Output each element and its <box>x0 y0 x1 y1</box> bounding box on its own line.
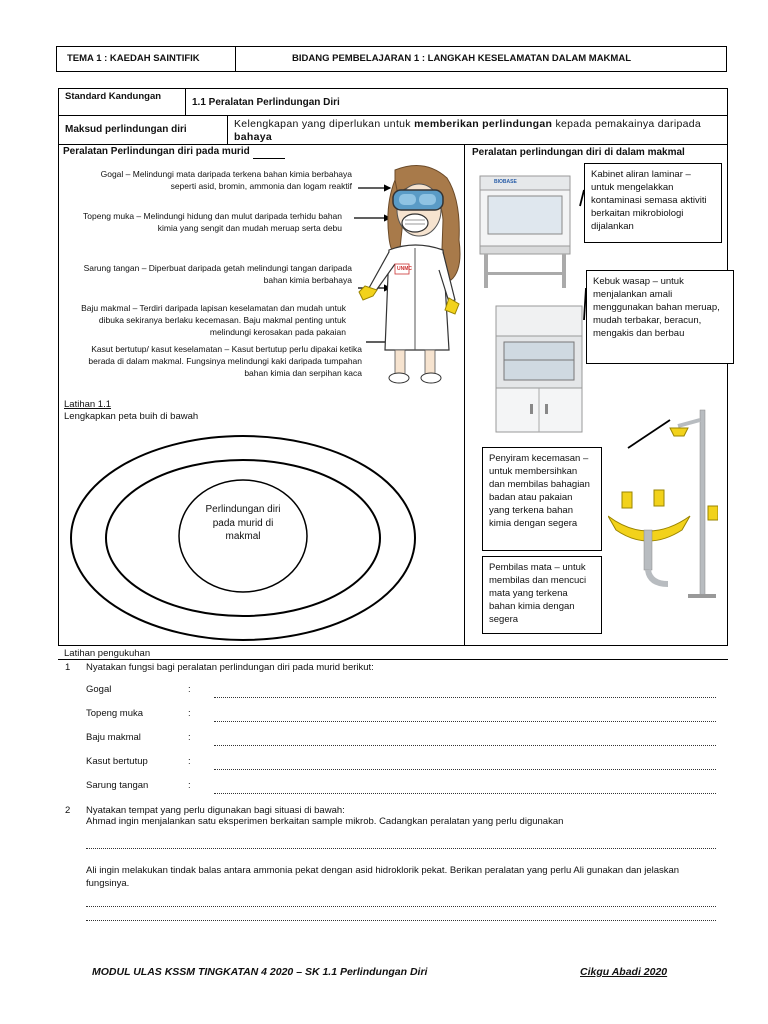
q1-number: 1 <box>65 662 71 673</box>
right-section-title: Peralatan perlindungan diri di dalam makmal <box>472 147 685 158</box>
underline-murid <box>253 158 285 159</box>
q2b-text: Ali ingin melakukan tindak balas antara ammonia pekat dengan asid hidroklorik pekat. Berikan peralatan yang perlu Ali gunakan dan jelaskan fungsinya. <box>86 865 680 889</box>
cabinet-brand: BIOBASE <box>494 179 517 185</box>
answer-line-kasut[interactable] <box>214 769 716 770</box>
q1-label-topeng: Topeng muka <box>86 708 144 719</box>
pengukuhan-rule <box>58 659 728 660</box>
maksud-label: Maksud perlindungan diri <box>65 124 187 135</box>
answer-line-gogal[interactable] <box>214 697 716 698</box>
item-baju: Baju makmal – Terdiri daripada lapisan keselamatan dan mudah untuk dibuka sekiranya berlaku kecemasan. Baju makmal penting untuk melindungi kerosakan pada pakaian <box>81 303 346 337</box>
maksud-text-bold2: bahaya <box>234 131 272 143</box>
callout-eyewash: Pembilas mata – untuk membilas dan mencuci mata yang terkena bahan kimia dengan segera <box>482 556 602 634</box>
answer-line-q2b-1[interactable] <box>86 906 716 907</box>
student-illustration <box>355 160 467 385</box>
footer-left: MODUL ULAS KSSM TINGKATAN 4 2020 – SK 1.1 Perlindungan Diri <box>92 966 428 978</box>
left-section-title: Peralatan Perlindungan diri pada murid <box>63 146 250 157</box>
header-bidang: BIDANG PEMBELAJARAN 1 : LANGKAH KESELAMATAN DALAM MAKMAL <box>292 53 631 64</box>
q1-label-baju: Baju makmal <box>86 732 141 743</box>
q1-row-sarung <box>86 780 716 796</box>
standard-label-cell <box>58 88 186 116</box>
pengukuhan-title: Latihan pengukuhan <box>64 648 151 659</box>
item-topeng: Topeng muka – Melindungi hidung dan mulut daripada terhidu bahan kimia yang sengit dan mudah meruap serta debu <box>83 211 342 233</box>
q2-number: 2 <box>65 805 71 816</box>
maksud-text-1: Kelengkapan yang diperlukan untuk <box>234 118 415 130</box>
maksud-value <box>234 118 724 144</box>
bubble-center: Perlindungan diri pada murid di makmal <box>205 504 281 542</box>
header-tema: TEMA 1 : KAEDAH SAINTIFIK <box>67 53 200 64</box>
item-kasut: Kasut bertutup/ kasut keselamatan – Kasut bertutup perlu dipakai ketika berada di dalam makmal. Fungsinya melindungi kaki daripada tumpahan bahan kimia dan serpihan kaca <box>88 344 362 378</box>
maksud-text-2: kepada pemakainya daripada <box>552 118 702 130</box>
q1-label-gogal: Gogal <box>86 684 112 695</box>
q2-text: Nyatakan tempat yang perlu digunakan bagi situasi di bawah: <box>86 805 345 816</box>
q1-row-baju <box>86 732 716 748</box>
q1-colon: : <box>188 708 191 719</box>
q1-label-kasut: Kasut bertutup <box>86 756 148 767</box>
answer-line-q2a[interactable] <box>86 848 716 849</box>
q1-colon: : <box>188 732 191 743</box>
maksud-value-cell <box>227 115 728 145</box>
q1-colon: : <box>188 780 191 791</box>
answer-line-q2b-2[interactable] <box>86 920 716 921</box>
header-bidang-cell <box>235 46 727 72</box>
q1-row-kasut <box>86 756 716 772</box>
callout-shower: Penyiram kecemasan – untuk membersihkan dan membilas bahagian badan atau pakaian yang terkena bahan kimia dengan segera <box>482 447 602 551</box>
q1-label-sarung: Sarung tangan <box>86 780 149 791</box>
item-sarung: Sarung tangan – Diperbuat daripada getah melindungi tangan daripada bahan kimia berbahaya <box>83 263 352 285</box>
callout-laminar: Kabinet aliran laminar – untuk mengelakkan kontaminasi semasa aktiviti berkaitan mikrobiologi dijalankan <box>584 163 722 243</box>
maksud-label-cell <box>58 115 228 145</box>
standard-value-cell <box>185 88 728 116</box>
answer-line-sarung[interactable] <box>214 793 716 794</box>
callout-pointers <box>540 170 680 470</box>
latihan-title: Latihan 1.1 <box>64 399 112 410</box>
standard-label: Standard Kandungan <box>65 91 162 102</box>
footer-right: Cikgu Abadi 2020 <box>580 966 668 978</box>
answer-line-topeng[interactable] <box>214 721 716 722</box>
q1-colon: : <box>188 756 191 767</box>
q1-colon: : <box>188 684 191 695</box>
answer-line-baju[interactable] <box>214 745 716 746</box>
q1-row-gogal <box>86 684 716 700</box>
maksud-text-bold: memberikan perlindungan <box>414 118 553 130</box>
header-tema-cell <box>56 46 236 72</box>
coat-label: UNMC <box>397 266 412 272</box>
q2a-text: Ahmad ingin menjalankan satu eksperimen berkaitan sample mikrob. Cadangkan peralatan yang perlu digunakan <box>86 816 564 827</box>
callout-fume-hood: Kebuk wasap – untuk menjalankan amali menggunakan bahan meruap, mudah terbakar, beracun, mengakis dan berbau <box>586 270 734 364</box>
standard-value: 1.1 Peralatan Perlindungan Diri <box>192 97 340 108</box>
q1-row-topeng <box>86 708 716 724</box>
q1-text: Nyatakan fungsi bagi peralatan perlindungan diri pada murid berikut: <box>86 662 374 673</box>
item-gogal: Gogal – Melindungi mata daripada terkena bahan kimia berbahaya seperti asid, bromin, ammonia dan logam reaktif <box>100 169 352 191</box>
latihan-instruction: Lengkapkan peta buih di bawah <box>64 411 199 422</box>
